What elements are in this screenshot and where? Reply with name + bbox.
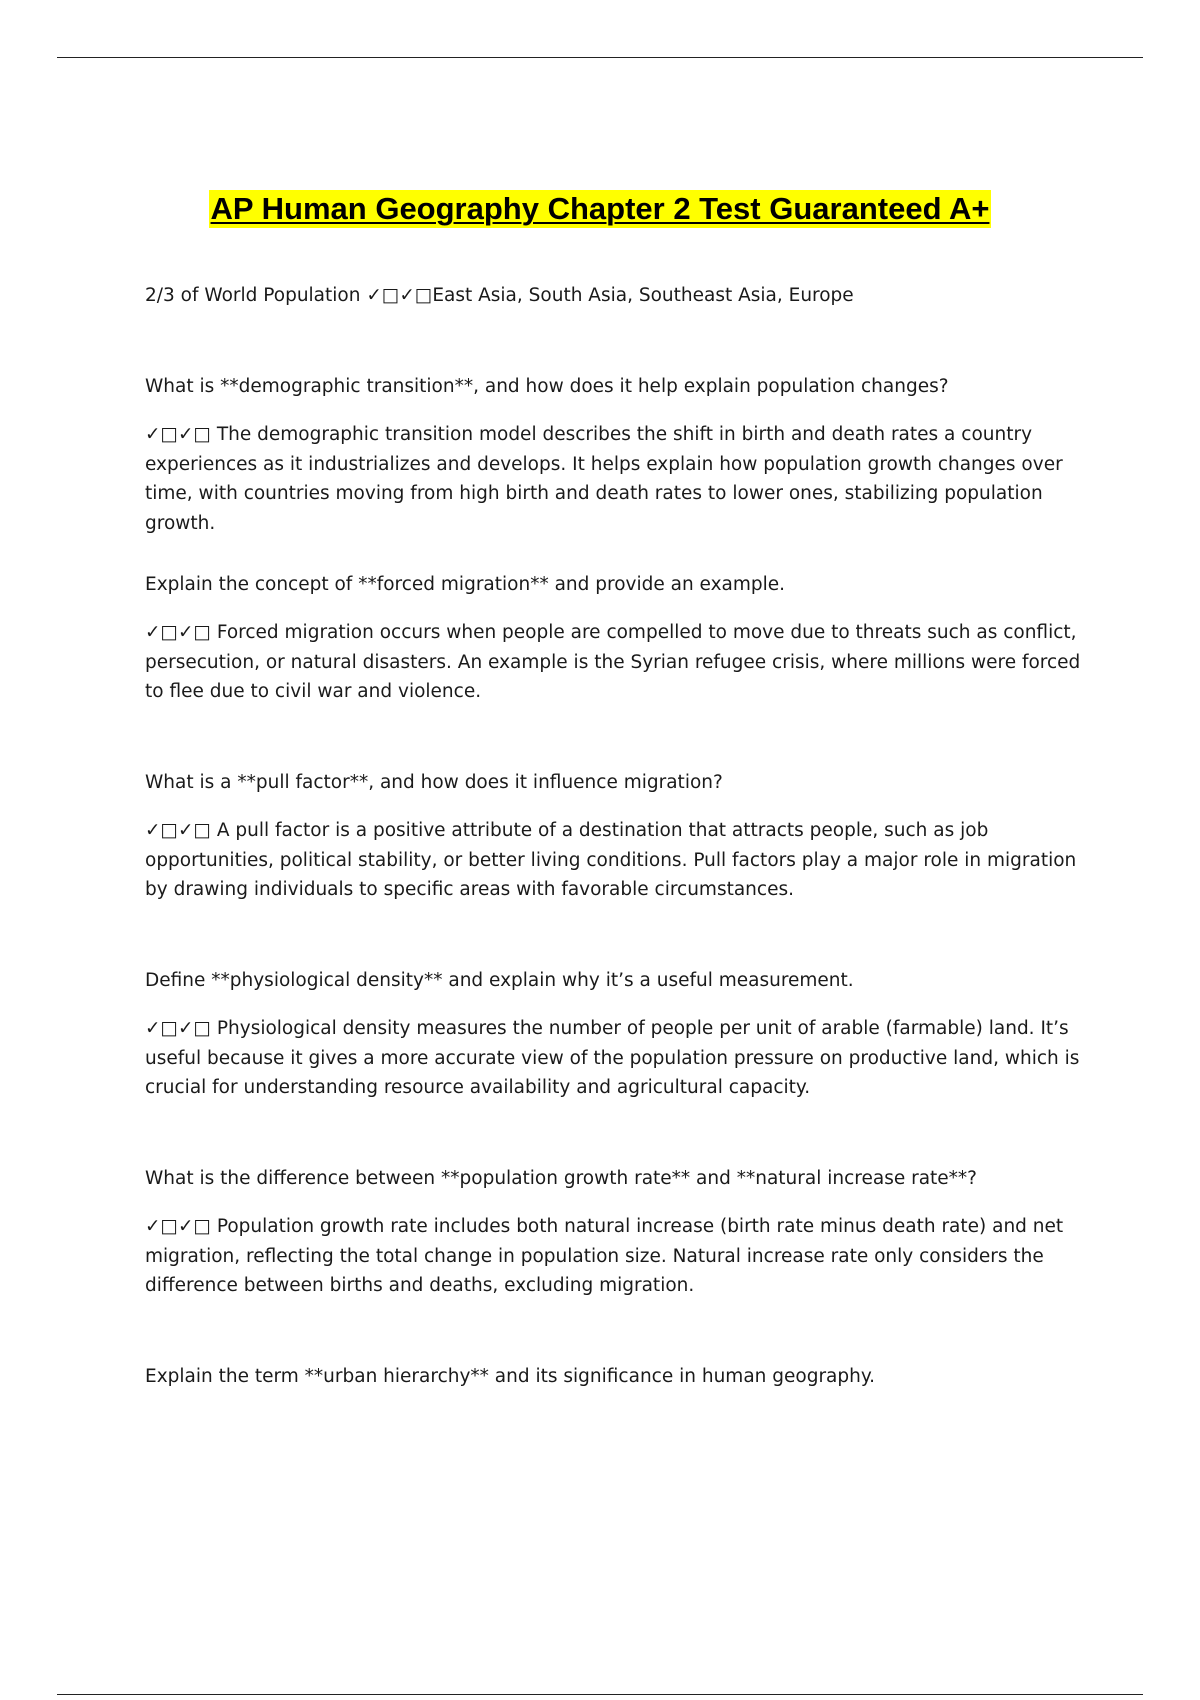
answer-paragraph xyxy=(145,1014,1090,1103)
check-mark-icon: ✓□✓□ xyxy=(145,820,211,841)
answer-paragraph xyxy=(145,1212,1090,1301)
answer-text: Physiological density measures the number of people per unit of arable (farmable) land. It’s useful because it gives a more accurate view of the population pressure on productive land, which is crucial for understanding resource availability and agricultural capacity. xyxy=(145,1018,1080,1098)
question-text: Define **physiological density** and explain why it’s a useful measurement. xyxy=(145,970,854,991)
answer-text: Population growth rate includes both natural increase (birth rate minus death rate) and net migration, reflecting the total change in population size. Natural increase rate only considers the difference between births and deaths, excluding migration. xyxy=(145,1216,1064,1296)
question-text: Explain the concept of **forced migration** and provide an example. xyxy=(145,574,786,595)
answer-text: A pull factor is a positive attribute of a destination that attracts people, such as job opportunities, political stability, or better living conditions. Pull factors play a major role in migration by drawing individuals to specific areas with favorable circumstances. xyxy=(145,820,1077,900)
question-text: What is **demographic transition**, and how does it help explain population changes? xyxy=(145,376,949,397)
question-text: Explain the term **urban hierarchy** and its significance in human geography. xyxy=(145,1366,876,1387)
answer-paragraph xyxy=(145,618,1090,707)
footer-rule xyxy=(57,1694,1143,1695)
check-mark-icon: ✓□✓□ xyxy=(145,622,211,643)
answer-text: East Asia, South Asia, Southeast Asia, Europe xyxy=(432,285,854,306)
question-text: What is a **pull factor**, and how does it influence migration? xyxy=(145,772,723,793)
question-text: What is the difference between **population growth rate** and **natural increase rate**? xyxy=(145,1168,977,1189)
question-text: 2/3 of World Population xyxy=(145,285,361,306)
check-mark-icon: ✓□✓□ xyxy=(145,1216,211,1237)
answer-paragraph xyxy=(145,420,1090,538)
answer-text: The demographic transition model describes the shift in birth and death rates a country experiences as it industrializes and develops. It helps explain how population growth changes over time, with countries moving from high birth and death rates to lower ones, stabilizing population growth. xyxy=(145,424,1063,534)
qa-item-inline xyxy=(145,281,1090,310)
check-mark-icon: ✓□✓□ xyxy=(145,424,211,445)
check-mark-icon: ✓□✓□ xyxy=(145,1018,211,1039)
header-rule xyxy=(57,57,1143,58)
check-mark-icon: ✓□✓□ xyxy=(366,285,433,306)
answer-paragraph xyxy=(145,816,1090,905)
document-title: AP Human Geography Chapter 2 Test Guaranteed A+ xyxy=(210,191,990,226)
answer-text: Forced migration occurs when people are compelled to move due to threats such as conflict, persecution, or natural disasters. An example is the Syrian refugee crisis, where millions were forced to flee due to civil war and violence. xyxy=(145,622,1081,702)
title-container xyxy=(0,190,1200,228)
